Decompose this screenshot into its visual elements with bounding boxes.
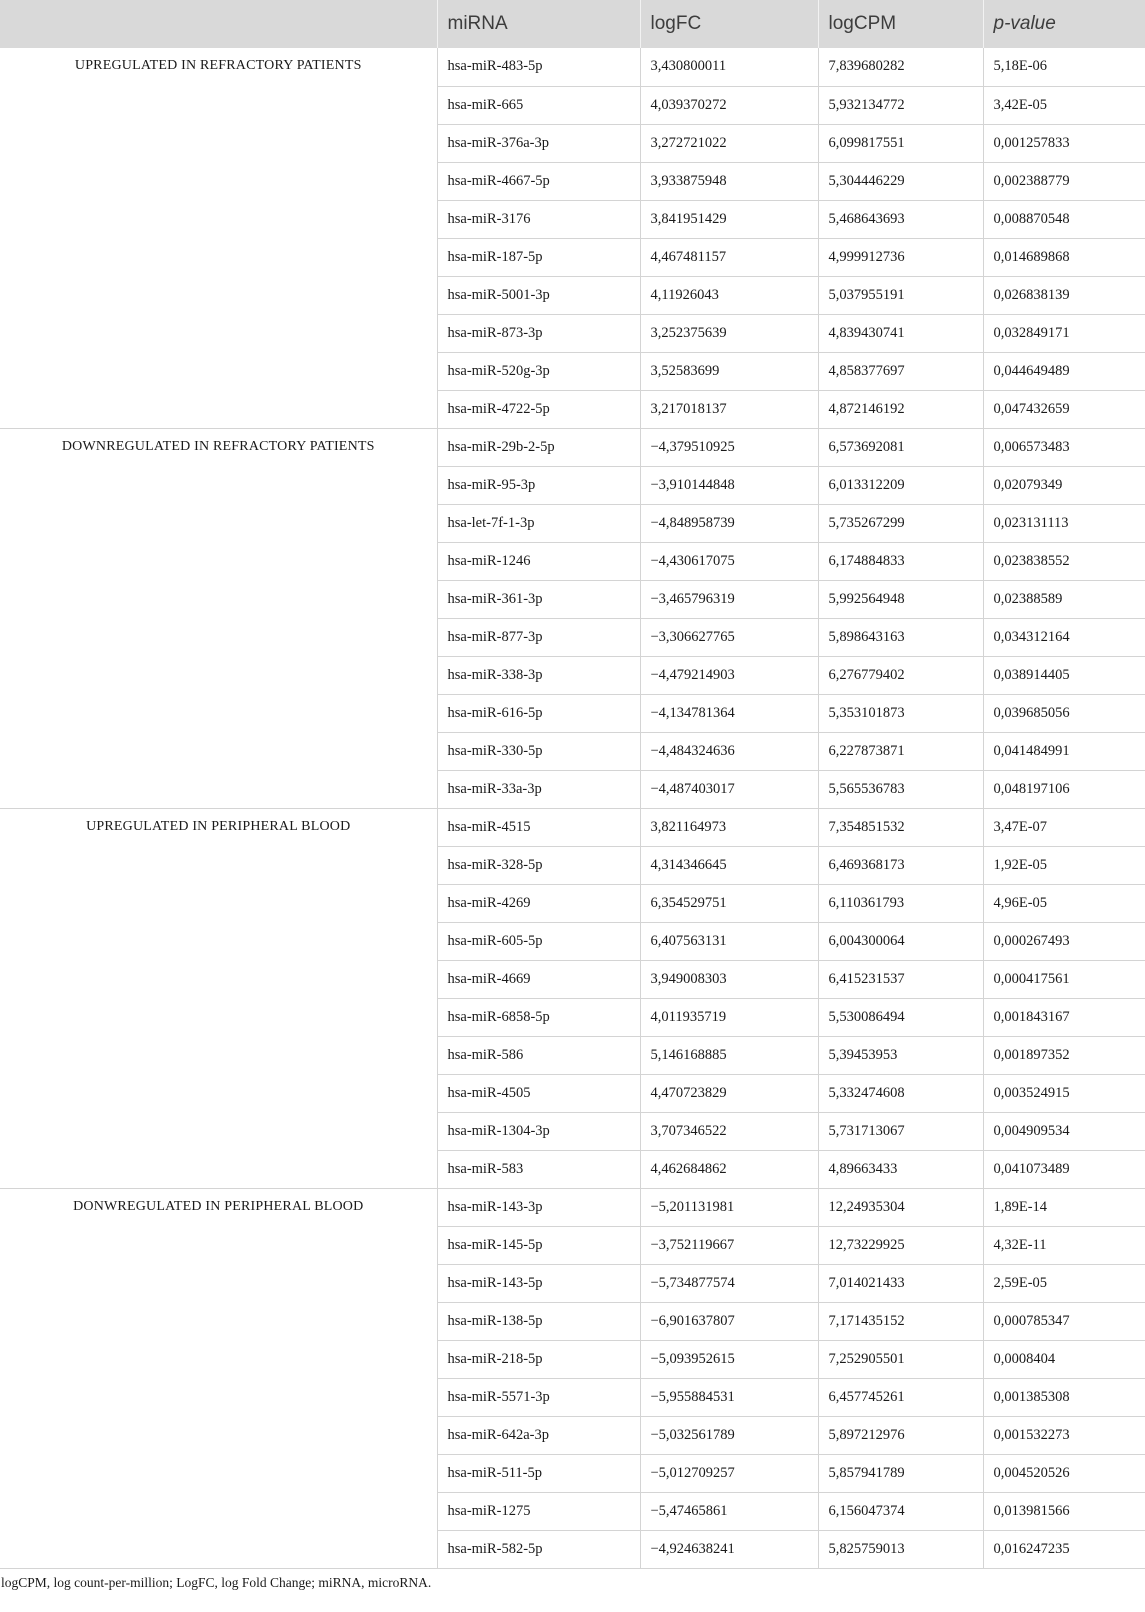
logfc-cell: −4,484324636	[640, 732, 818, 770]
p-value-cell: 0,000785347	[983, 1302, 1145, 1340]
mirna-cell: hsa-miR-642a-3p	[437, 1416, 640, 1454]
logfc-cell: 3,707346522	[640, 1112, 818, 1150]
mirna-cell: hsa-miR-33a-3p	[437, 770, 640, 808]
logcpm-cell: 6,457745261	[818, 1378, 983, 1416]
logcpm-cell: 5,992564948	[818, 580, 983, 618]
p-value-cell: 4,96E-05	[983, 884, 1145, 922]
logfc-cell: −4,487403017	[640, 770, 818, 808]
mirna-cell: hsa-miR-218-5p	[437, 1340, 640, 1378]
logfc-cell: −4,479214903	[640, 656, 818, 694]
p-value-cell: 0,039685056	[983, 694, 1145, 732]
logcpm-cell: 6,573692081	[818, 428, 983, 466]
mirna-cell: hsa-miR-376a-3p	[437, 124, 640, 162]
logfc-cell: 6,407563131	[640, 922, 818, 960]
p-value-cell: 0,001897352	[983, 1036, 1145, 1074]
logcpm-cell: 12,73229925	[818, 1226, 983, 1264]
p-value-cell: 0,008870548	[983, 200, 1145, 238]
logcpm-cell: 5,857941789	[818, 1454, 983, 1492]
mirna-cell: hsa-miR-3176	[437, 200, 640, 238]
mirna-cell: hsa-miR-873-3p	[437, 314, 640, 352]
p-value-cell: 0,044649489	[983, 352, 1145, 390]
p-value-cell: 0,047432659	[983, 390, 1145, 428]
logfc-cell: 4,11926043	[640, 276, 818, 314]
header-logfc: logFC	[640, 0, 818, 48]
table-header-row	[0, 0, 1145, 48]
mirna-cell: hsa-miR-187-5p	[437, 238, 640, 276]
logcpm-cell: 5,731713067	[818, 1112, 983, 1150]
p-value-cell: 0,023838552	[983, 542, 1145, 580]
mirna-cell: hsa-miR-361-3p	[437, 580, 640, 618]
mirna-cell: hsa-miR-143-3p	[437, 1188, 640, 1226]
table-row	[0, 1188, 1145, 1226]
table-footnote: logCPM, log count-per-million; LogFC, log Fold Change; miRNA, microRNA.	[1, 1574, 432, 1590]
mirna-cell: hsa-miR-6858-5p	[437, 998, 640, 1036]
p-value-cell: 0,001257833	[983, 124, 1145, 162]
logfc-cell: 4,462684862	[640, 1150, 818, 1188]
p-value-cell: 0,02388589	[983, 580, 1145, 618]
p-value-cell: 0,023131113	[983, 504, 1145, 542]
logcpm-cell: 5,897212976	[818, 1416, 983, 1454]
table-row	[0, 48, 1145, 86]
logcpm-cell: 5,332474608	[818, 1074, 983, 1112]
table-row	[0, 428, 1145, 466]
logcpm-cell: 5,898643163	[818, 618, 983, 656]
logcpm-cell: 6,469368173	[818, 846, 983, 884]
p-value-cell: 0,032849171	[983, 314, 1145, 352]
mirna-cell: hsa-miR-511-5p	[437, 1454, 640, 1492]
logcpm-cell: 4,858377697	[818, 352, 983, 390]
logcpm-cell: 5,735267299	[818, 504, 983, 542]
logcpm-cell: 5,825759013	[818, 1530, 983, 1568]
mirna-cell: hsa-miR-4269	[437, 884, 640, 922]
logfc-cell: 3,949008303	[640, 960, 818, 998]
mirna-cell: hsa-miR-616-5p	[437, 694, 640, 732]
logcpm-cell: 5,932134772	[818, 86, 983, 124]
logcpm-cell: 12,24935304	[818, 1188, 983, 1226]
logfc-cell: −5,201131981	[640, 1188, 818, 1226]
mirna-cell: hsa-miR-330-5p	[437, 732, 640, 770]
logfc-cell: 4,314346645	[640, 846, 818, 884]
p-value-cell: 0,016247235	[983, 1530, 1145, 1568]
logcpm-cell: 5,037955191	[818, 276, 983, 314]
p-value-cell: 0,038914405	[983, 656, 1145, 694]
mirna-cell: hsa-miR-5571-3p	[437, 1378, 640, 1416]
p-value-cell: 0,001385308	[983, 1378, 1145, 1416]
logfc-cell: 4,039370272	[640, 86, 818, 124]
header-group	[0, 0, 437, 48]
p-value-cell: 0,004909534	[983, 1112, 1145, 1150]
mirna-cell: hsa-miR-4669	[437, 960, 640, 998]
logcpm-cell: 4,839430741	[818, 314, 983, 352]
p-value-cell: 0,003524915	[983, 1074, 1145, 1112]
p-value-cell: 3,47E-07	[983, 808, 1145, 846]
logcpm-cell: 7,252905501	[818, 1340, 983, 1378]
logfc-cell: 6,354529751	[640, 884, 818, 922]
p-value-cell: 0,006573483	[983, 428, 1145, 466]
logfc-cell: 4,470723829	[640, 1074, 818, 1112]
logfc-cell: −4,430617075	[640, 542, 818, 580]
logfc-cell: 3,933875948	[640, 162, 818, 200]
logfc-cell: 3,430800011	[640, 48, 818, 86]
logcpm-cell: 7,354851532	[818, 808, 983, 846]
p-value-cell: 3,42E-05	[983, 86, 1145, 124]
header-logcpm: logCPM	[818, 0, 983, 48]
logcpm-cell: 4,872146192	[818, 390, 983, 428]
logcpm-cell: 6,174884833	[818, 542, 983, 580]
logcpm-cell: 7,171435152	[818, 1302, 983, 1340]
logfc-cell: −4,924638241	[640, 1530, 818, 1568]
logfc-cell: −4,848958739	[640, 504, 818, 542]
mirna-cell: hsa-miR-4505	[437, 1074, 640, 1112]
mirna-cell: hsa-miR-1246	[437, 542, 640, 580]
mirna-cell: hsa-miR-4722-5p	[437, 390, 640, 428]
logcpm-cell: 7,014021433	[818, 1264, 983, 1302]
logcpm-cell: 6,276779402	[818, 656, 983, 694]
logfc-cell: −5,734877574	[640, 1264, 818, 1302]
logcpm-cell: 5,39453953	[818, 1036, 983, 1074]
logcpm-cell: 5,530086494	[818, 998, 983, 1036]
p-value-cell: 0,034312164	[983, 618, 1145, 656]
mirna-cell: hsa-miR-29b-2-5p	[437, 428, 640, 466]
group-label: DOWNREGULATED IN REFRACTORY PATIENTS	[0, 428, 437, 808]
p-value-cell: 0,013981566	[983, 1492, 1145, 1530]
group-label: UPREGULATED IN PERIPHERAL BLOOD	[0, 808, 437, 1188]
mirna-cell: hsa-miR-665	[437, 86, 640, 124]
group-label: DONWREGULATED IN PERIPHERAL BLOOD	[0, 1188, 437, 1568]
mirna-cell: hsa-miR-1275	[437, 1492, 640, 1530]
logcpm-cell: 4,89663433	[818, 1150, 983, 1188]
logcpm-cell: 5,468643693	[818, 200, 983, 238]
p-value-cell: 0,001843167	[983, 998, 1145, 1036]
logfc-cell: 3,252375639	[640, 314, 818, 352]
logfc-cell: −5,032561789	[640, 1416, 818, 1454]
logfc-cell: 3,217018137	[640, 390, 818, 428]
group-label: UPREGULATED IN REFRACTORY PATIENTS	[0, 48, 437, 428]
p-value-cell: 0,0008404	[983, 1340, 1145, 1378]
p-value-cell: 0,02079349	[983, 466, 1145, 504]
logfc-cell: −3,910144848	[640, 466, 818, 504]
header-mirna: miRNA	[437, 0, 640, 48]
mirna-cell: hsa-miR-583	[437, 1150, 640, 1188]
mirna-cell: hsa-miR-5001-3p	[437, 276, 640, 314]
p-value-cell: 0,041484991	[983, 732, 1145, 770]
p-value-cell: 0,001532273	[983, 1416, 1145, 1454]
logfc-cell: −5,093952615	[640, 1340, 818, 1378]
logfc-cell: −3,306627765	[640, 618, 818, 656]
logfc-cell: −3,752119667	[640, 1226, 818, 1264]
logfc-cell: −4,379510925	[640, 428, 818, 466]
logcpm-cell: 6,004300064	[818, 922, 983, 960]
table-row	[0, 808, 1145, 846]
logfc-cell: 4,011935719	[640, 998, 818, 1036]
logcpm-cell: 6,415231537	[818, 960, 983, 998]
mirna-cell: hsa-let-7f-1-3p	[437, 504, 640, 542]
logfc-cell: 3,272721022	[640, 124, 818, 162]
mirna-cell: hsa-miR-1304-3p	[437, 1112, 640, 1150]
logcpm-cell: 6,099817551	[818, 124, 983, 162]
mirna-cell: hsa-miR-520g-3p	[437, 352, 640, 390]
mirna-cell: hsa-miR-605-5p	[437, 922, 640, 960]
logcpm-cell: 5,304446229	[818, 162, 983, 200]
p-value-cell: 0,026838139	[983, 276, 1145, 314]
p-value-cell: 0,041073489	[983, 1150, 1145, 1188]
logfc-cell: −5,955884531	[640, 1378, 818, 1416]
mirna-cell: hsa-miR-4667-5p	[437, 162, 640, 200]
mirna-cell: hsa-miR-95-3p	[437, 466, 640, 504]
logcpm-cell: 5,353101873	[818, 694, 983, 732]
logcpm-cell: 6,013312209	[818, 466, 983, 504]
p-value-cell: 0,000267493	[983, 922, 1145, 960]
logfc-cell: 5,146168885	[640, 1036, 818, 1074]
logfc-cell: 3,841951429	[640, 200, 818, 238]
p-value-cell: 0,002388779	[983, 162, 1145, 200]
mirna-cell: hsa-miR-586	[437, 1036, 640, 1074]
logcpm-cell: 6,227873871	[818, 732, 983, 770]
logfc-cell: 4,467481157	[640, 238, 818, 276]
logfc-cell: −6,901637807	[640, 1302, 818, 1340]
p-value-cell: 4,32E-11	[983, 1226, 1145, 1264]
mirna-cell: hsa-miR-328-5p	[437, 846, 640, 884]
p-value-cell: 1,89E-14	[983, 1188, 1145, 1226]
mirna-cell: hsa-miR-483-5p	[437, 48, 640, 86]
p-value-cell: 0,000417561	[983, 960, 1145, 998]
logfc-cell: −5,012709257	[640, 1454, 818, 1492]
mirna-cell: hsa-miR-138-5p	[437, 1302, 640, 1340]
logfc-cell: 3,52583699	[640, 352, 818, 390]
logcpm-cell: 5,565536783	[818, 770, 983, 808]
logcpm-cell: 6,110361793	[818, 884, 983, 922]
header-p-value: p-value	[983, 0, 1145, 48]
p-value-cell: 0,014689868	[983, 238, 1145, 276]
logfc-cell: −5,47465861	[640, 1492, 818, 1530]
mirna-cell: hsa-miR-582-5p	[437, 1530, 640, 1568]
mirna-cell: hsa-miR-877-3p	[437, 618, 640, 656]
p-value-cell: 5,18E-06	[983, 48, 1145, 86]
p-value-cell: 1,92E-05	[983, 846, 1145, 884]
p-value-cell: 2,59E-05	[983, 1264, 1145, 1302]
mirna-cell: hsa-miR-145-5p	[437, 1226, 640, 1264]
logcpm-cell: 6,156047374	[818, 1492, 983, 1530]
table-body	[0, 48, 1145, 1568]
p-value-cell: 0,048197106	[983, 770, 1145, 808]
logfc-cell: 3,821164973	[640, 808, 818, 846]
logcpm-cell: 7,839680282	[818, 48, 983, 86]
p-value-cell: 0,004520526	[983, 1454, 1145, 1492]
mirna-cell: hsa-miR-143-5p	[437, 1264, 640, 1302]
logfc-cell: −3,465796319	[640, 580, 818, 618]
mirna-cell: hsa-miR-4515	[437, 808, 640, 846]
mirna-cell: hsa-miR-338-3p	[437, 656, 640, 694]
logfc-cell: −4,134781364	[640, 694, 818, 732]
logcpm-cell: 4,999912736	[818, 238, 983, 276]
